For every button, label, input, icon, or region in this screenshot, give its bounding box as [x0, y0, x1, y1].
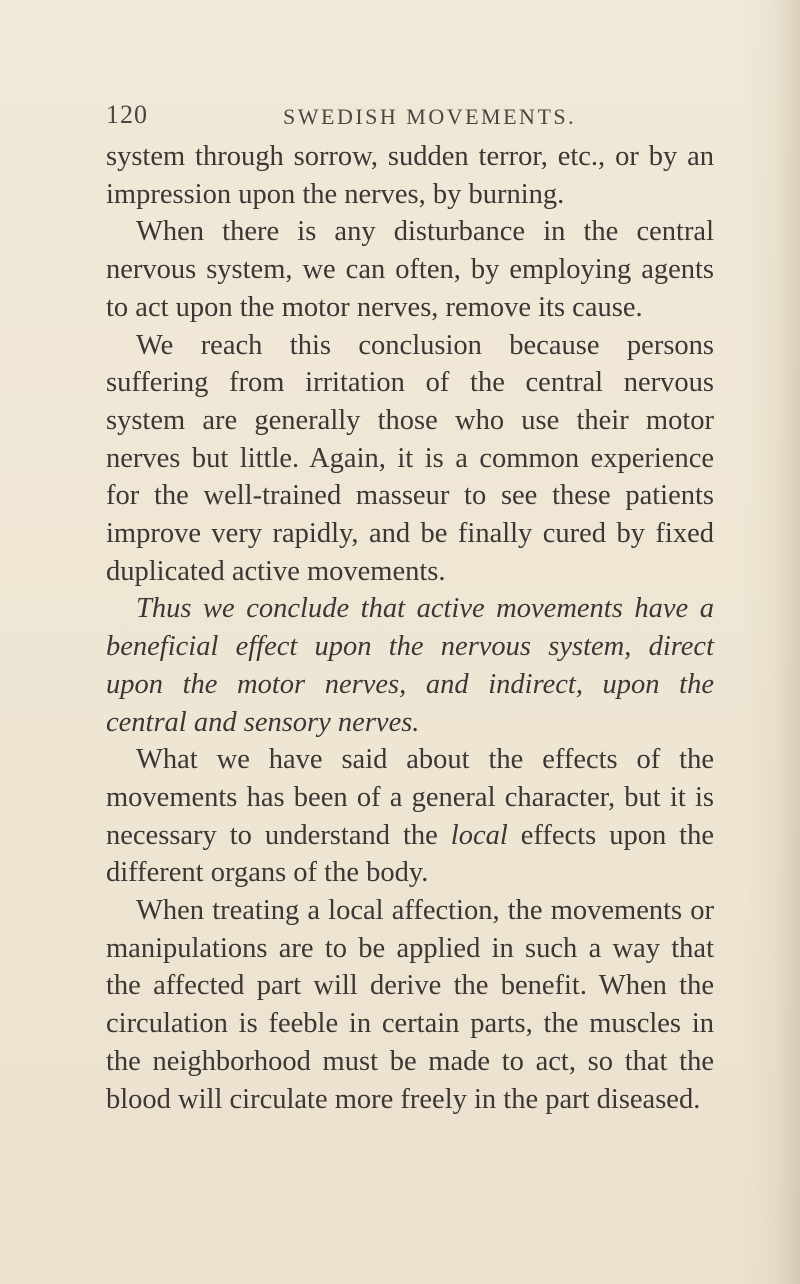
- paragraph-italic-summary: Thus we conclude that active movements have a beneficial effect upon the nervous system, direct upon the motor nerves, and indirect, upon the central and sensory nerves.: [106, 593, 714, 738]
- paragraph-central-nervous-system: When there is any disturbance in the central nervous system, we can often, by employing agents to act upon the motor nerves, remove its cause.: [106, 216, 714, 323]
- running-head: SWEDISH MOVEMENTS.: [283, 104, 577, 129]
- body-text: [106, 138, 714, 1118]
- page-header: [0, 94, 800, 134]
- paragraph-conclusion: We reach this conclusion because persons suffering from irritation of the central nervous system are generally those who use their motor nerves but little. Again, it is a common experience for the well-trained masseur to see these patients improve very rapidly, and be finally cured by fixed duplicated active movements.: [106, 329, 714, 587]
- paragraph-local-effects-before: What we have said about the effects of the movements has been of a general character, but it is necessary to understand the: [106, 744, 714, 851]
- paragraph-local-effects-after: effects upon the different organs of the body.: [106, 819, 714, 889]
- page-edge-shadow: [776, 0, 800, 1284]
- paragraph-local-affection: When treating a local affection, the movements or manipulations are to be applied in such a way that the affected part will derive the benefit. When the circulation is feeble in certain parts, the muscles in the neighborhood must be made to act, so that the blood will circulate more freely in the part diseased.: [106, 895, 714, 1115]
- paragraph-continuation: system through sorrow, sudden terror, etc., or by an impression upon the nerves, by burning.: [106, 141, 714, 210]
- paragraph-local-effects: [106, 741, 714, 892]
- page-number: 120: [106, 100, 148, 129]
- paragraph-local-effects-italic: local: [450, 819, 508, 851]
